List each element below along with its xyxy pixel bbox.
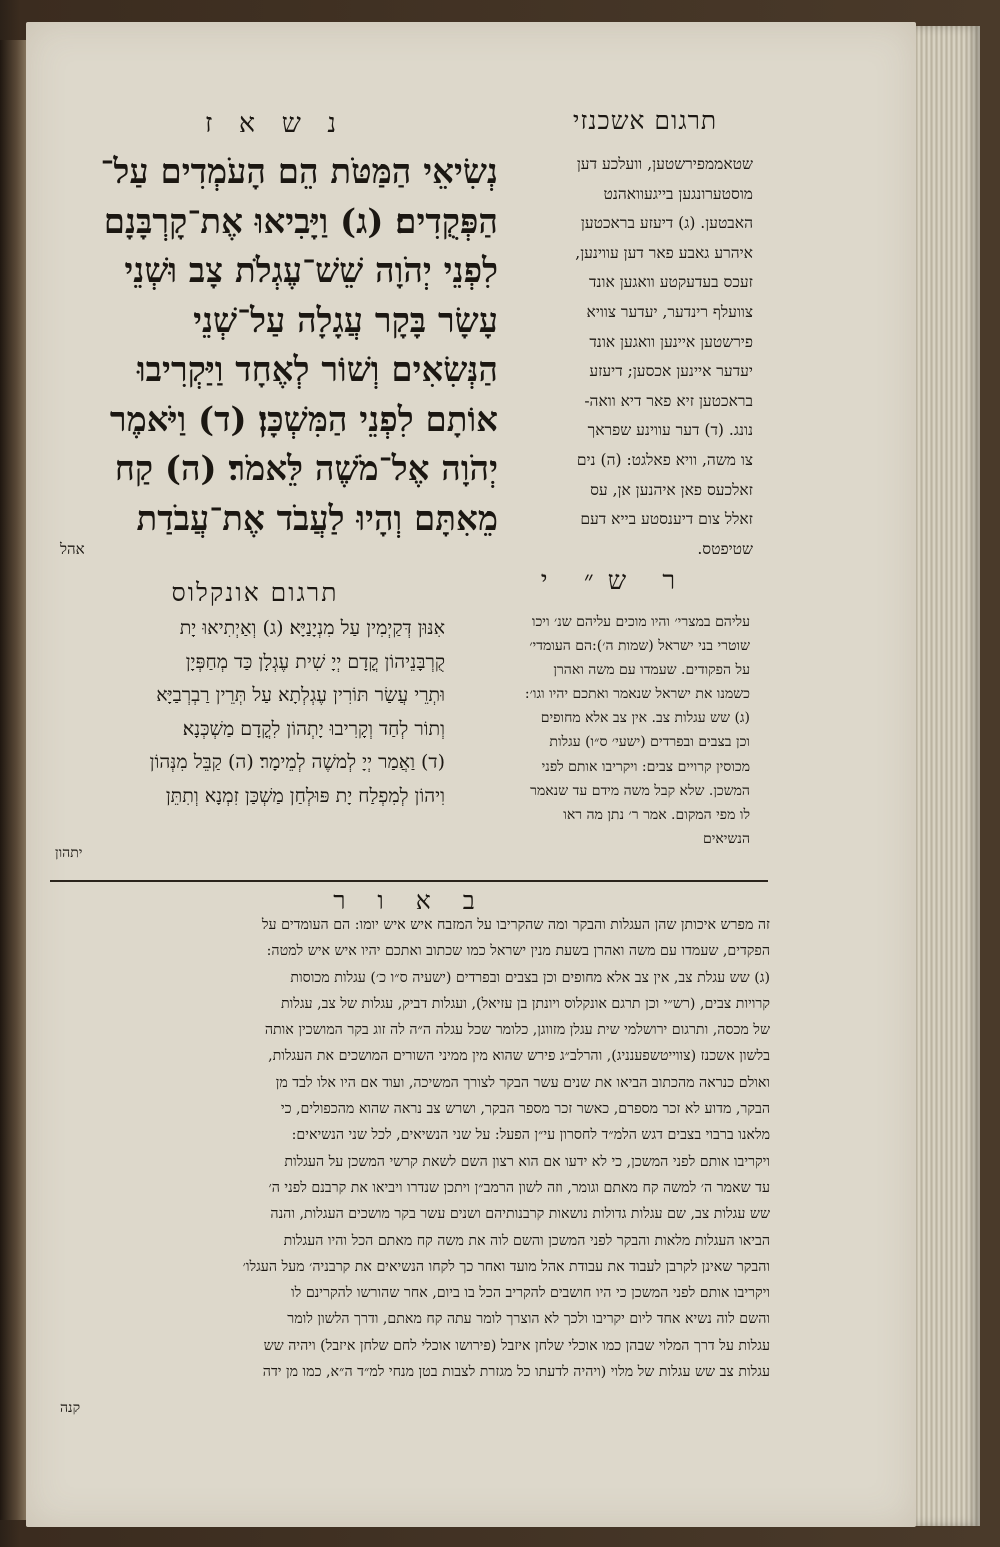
text-line: זאלכעס פאן איהנען אן, עס (590, 480, 753, 499)
text-line: שטיפטס. (697, 539, 753, 558)
biur-commentary (45, 912, 770, 1385)
text-line: האבטען. (ג) דיעזע בראכטען (580, 214, 753, 233)
text-line: פירשטען איינען וואגען אונד (589, 332, 753, 351)
text-line: בלשון אשכנז (צווייטשפענניג), והרלב״ג פירש שהוא מין ממיני השורים המושכים את העגלות, (268, 1048, 770, 1065)
text-line: הנשיאים (703, 830, 750, 847)
verse-line: לִפְנֵי יְהֹוָה שֵׁשׁ־עֶגְלֹת צָב וּשְׁנֵי (124, 251, 498, 291)
text-line: מלאנו ברבוי בצבים דגש הלמ״ד לחסרון עי״ן הפעל: על שני הנשיאים, לכל שני הנשיאים: (291, 1127, 770, 1144)
text-line: שטאממפירשטען, וועלכע דען (576, 155, 753, 173)
text-line: כשמנו את ישראל שנאמר ואתכם יהיו וגו׳: (524, 686, 750, 703)
left-page-edge (0, 40, 28, 1520)
text-line: הבקר, מדוע לא זכר מספרם, כאשר זכר מספר הבקר, ושרש צב נראה שהוא מהכפולים, כי (280, 1101, 770, 1118)
text-line: זאלל צום דיענסטע בייא דעם (580, 510, 753, 529)
text-line: מוסטערונגען בייגעוואהנט (603, 184, 753, 203)
text-line: עגלות צב שש עגלות של מלוי (ויהיה לדעתו כל מגזרת לצבות בטן מנחי למ״ד ה״א, כמו מן ידה (262, 1364, 770, 1381)
text-line: וּתְרֵי עֲשַׂר תּוֹרִין עֶגְלְתָא עַל תְּרֵין רַבְרְבַיָּא (156, 684, 445, 706)
text-line: המשכן. שלא קבל משה מידם עד שנאמר (530, 782, 750, 799)
text-line: מכוסין קרויים צבים: ויקריבו אותם לפני (541, 758, 750, 775)
verse-line: הַנְּשִׂאִים וְשׁוֹר לְאֶחָד וַיַּקְרִיבוּ (136, 350, 498, 390)
text-line: שש עגלות צב, שם עגלות גדולות נושאות קרבנותיהם ושנים עשר בקר מושכים העגלות, והנה (270, 1206, 770, 1223)
rashi-column (458, 610, 750, 851)
biur-catchword: קנה (60, 1400, 81, 1416)
text-line: איהרע גאבע פאר דען עווינען, (575, 243, 753, 262)
text-line: עגלות על דרך המלוי שבהן כמו אוכלי שלחן איזבל (פירושו אוכלי לחם שלחן איזבל) ויהיה שש (263, 1337, 770, 1354)
text-line: ויקריבו אותם לפני המשכן כי היו חושבים להקריב הכל בו ביום, אחר שהורשו להקרינם לו (291, 1285, 770, 1302)
text-line: והבקר שאינן לקרבן לעבוד את עבודת אהל מועד ואחר כך לקחו הנשיאים את קרבניה׳ מעל העגלו׳ (242, 1258, 770, 1275)
verse-catchword: אהל (60, 540, 85, 558)
text-line: קרויות צבים, (רש״י וכן תרגם אונקלוס ויונתן בן עזיאל), ועגלות דביק, עגלות של צב, עגלות (280, 995, 770, 1012)
onkelos-title: תרגום אונקלוס (171, 578, 339, 607)
text-line: ויקריבו אותם לפני המשכן, כי לא ידעו אם הוא רצון השם לשאת קרשי המשכן על העגלות (284, 1153, 770, 1170)
text-line: (ג) שש עגלות צב. אין צב אלא מחופים (540, 710, 750, 727)
text-line: שוטרי בני ישראל (שמות ה׳):הם העומדי׳ (529, 638, 750, 655)
text-line: צוועלף רינדער, יעדער צוויא (586, 302, 753, 321)
text-line: לו מפי המקום. אמר ר׳ נתן מה ראו (563, 806, 750, 823)
verse-line: הַפְּקֻדִים׃ (ג) וַיָּבִיאוּ אֶת־קָרְבָּנָם (103, 201, 498, 242)
verse-line: נְשִׂיאֵי הַמַּטֹּת הֵם הָעֹמְדִים עַל־ (100, 152, 498, 192)
targum-ashkenazi-title: תרגום אשכנזי (572, 106, 718, 135)
biur-title: ב א ו ר (333, 886, 487, 915)
text-line: עד שאמר ה׳ למשה קח מאתם וגומר, וזה לשון הרמב״ן ויתכן שנדרו ויביאו את קרבנם לפני ה׳ (268, 1179, 770, 1196)
text-line: וְתוֹר לְחַד וְקָרִיבוּ יָתְהוֹן לִקֳדָם מַשְׁכְּנָא׃ (182, 717, 445, 740)
text-line: הפקדים, שעמדו עם משה ואהרן בשעת מנין ישראל כמו שכתוב ואתכם יהיו איש איש למטה: (266, 943, 770, 960)
text-line: בראכטען זיא פאר דיא וואה- (584, 391, 753, 410)
rashi-title: ר ש״ י (540, 566, 690, 596)
section-divider (50, 880, 768, 882)
text-line: אִנּוּן דְּקַיְמִין עַל מִנְיָנַיָּא׃ (ג) וְאַיְתִיאוּ יָת (179, 617, 445, 639)
text-line: ואולם כנראה מהכתוב הביאו את שנים עשר הבקר לצורך המשיכה, ועוד אם היו אלו לבד מן (275, 1074, 770, 1091)
page-stack-edges (908, 26, 980, 1526)
parsha-title: נ ש א ז (204, 108, 346, 139)
text-line: (ד) וַאֲמַר יְיָ לְמשֶׁה לְמֵימָר׃ (ה) קַבֵּל מִנְּהוֹן (149, 751, 445, 773)
text-line: הביאו העגלות מלאות והבקר לפני המשכן והשם לוה את משה קח מאתם הכל והיו העגלות (283, 1232, 770, 1249)
text-line: נונג. (ד) דער עווינע שפראך (587, 421, 753, 440)
text-line: יעדער איינען אכסען; דיעזע (589, 362, 753, 381)
text-line: צו משה, וויא פאלגט: (ה) נים (576, 450, 753, 469)
verse-line: עָשָׂר בָּקָר עֲגָלָה עַל־שְׁנֵי (193, 300, 498, 341)
text-line: קֻרְבָּנֵיהוֹן קֳדָם יְיָ שִׁית עֶגְלָן כַּד מְחַפְּיָן (185, 650, 445, 673)
onkelos-column (40, 612, 445, 813)
torah-verse-column (38, 148, 498, 544)
text-line: על הפקודים. שעמדו עם משה ואהרן (553, 662, 750, 679)
text-line: של מכסה, ותרגום ירושלמי שית עגלן מזווגן, כלומר שכל עגלה ה״ה לה זוג בקר המושכין אותה (264, 1022, 770, 1039)
text-line: וכן בצבים ובפרדים (ישעי׳ ס״ו) עגלות (549, 734, 750, 751)
verse-line: אוֹתָם לִפְנֵי הַמִּשְׁכָּן׃ (ד) וַיֹּאמֶר (109, 399, 498, 440)
verse-line: מֵאִתָּם וְהָיוּ לַעֲבֹד אֶת־עֲבֹדַת (136, 498, 498, 539)
text-line: עליהם במצרי׳ והיו מוכים עליהם שנ׳ ויכו (531, 614, 750, 630)
text-line: זעכס בעדעקטע וואגען אונד (589, 273, 753, 292)
text-line: וִיהוֹן לְמִפְלַח יָת פּוּלְחַן מַשְׁכַּן זִמְנָא וְתִתֵּן (165, 784, 445, 807)
yiddish-translation-column (518, 150, 753, 564)
text-line: (ג) שש עגלת צב, אין צב אלא מחופים וכן בצבים ובפרדים (ישעיה ס״ו כ׳) עגלות מכוסות (290, 969, 770, 986)
text-line: והשם לוה נשיא אחד ליום יקריבו ולכך לא הוצרך לומר עתה קח מאתם, ודרך הלשון לומר (287, 1311, 770, 1328)
onkelos-catchword: יתהון (55, 845, 83, 861)
text-line: זה מפרש איכותן שהן העגלות והבקר ומה שהקריבו על המזבח איש איש יומו: הם העומדים על (261, 917, 770, 933)
verse-line: יְהֹוָה אֶל־מֹשֶׁה לֵּאמֹר׃ (ה) קַח (114, 449, 498, 489)
